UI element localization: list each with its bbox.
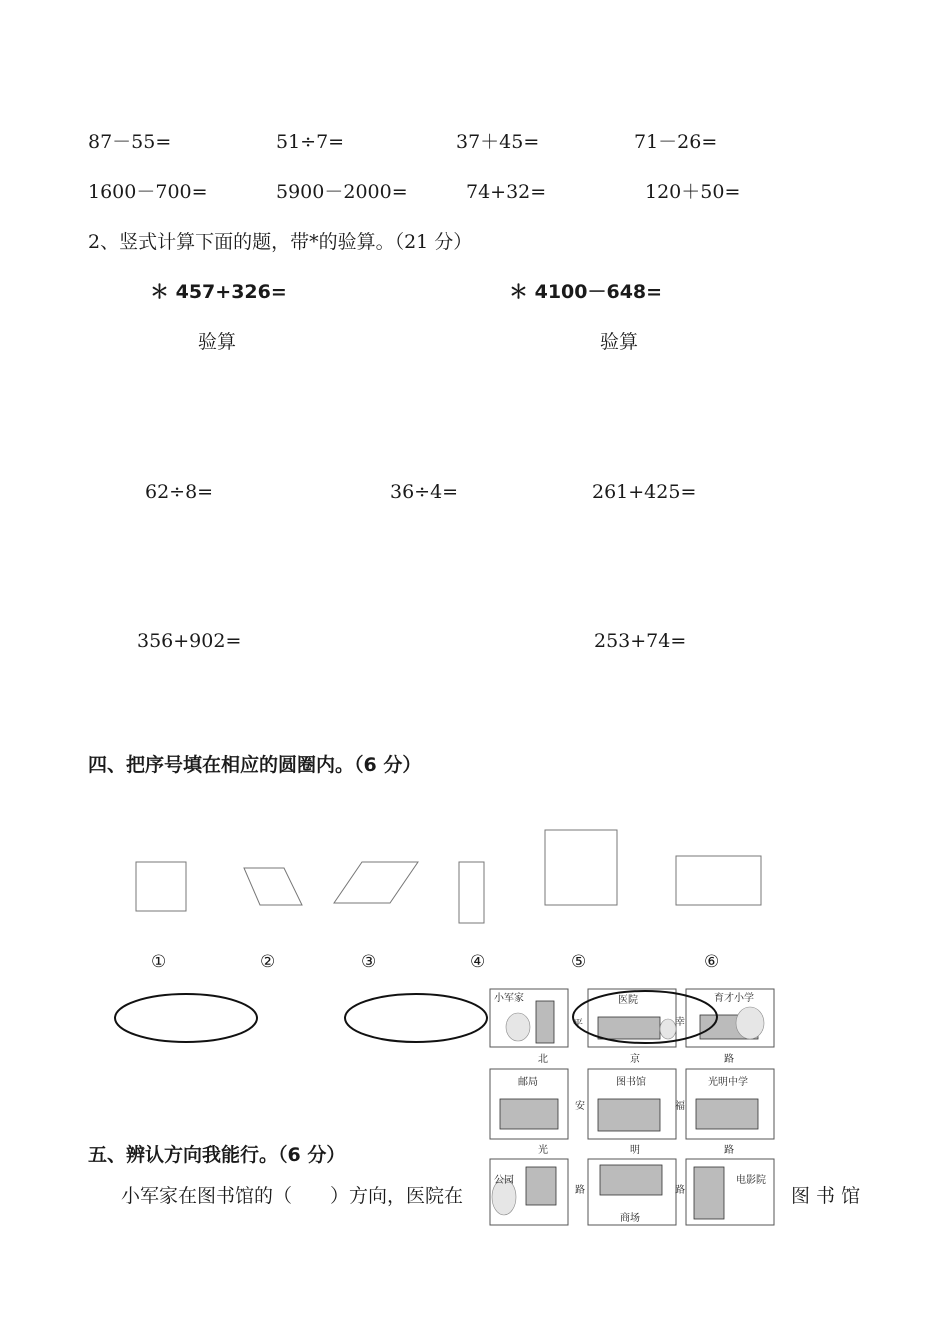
road-char: 平 <box>573 1019 583 1030</box>
map-label-guangming-school: 光明中学 <box>708 1077 748 1088</box>
oral-item: 120＋50= <box>645 181 741 203</box>
vertical-problem: 62÷8= <box>145 481 214 503</box>
town-map <box>488 987 778 1227</box>
road-char: 京 <box>630 1054 640 1065</box>
shape-number: ⑤ <box>571 952 587 972</box>
road-char: 幸 <box>675 1017 685 1028</box>
road-char: 北 <box>538 1054 548 1065</box>
building-mall <box>600 1165 662 1195</box>
section-4-title: 四、把序号填在相应的圆圈内。（6 分） <box>88 754 422 776</box>
map-label-mall: 商场 <box>620 1213 640 1224</box>
road-char: 光 <box>538 1145 548 1156</box>
section-5-title: 五、辨认方向我能行。（6 分） <box>88 1144 346 1166</box>
building-post <box>500 1099 558 1129</box>
map-label-xiaojun: 小军家 <box>494 993 524 1004</box>
question-2-heading: 2、竖式计算下面的题，带*的验算。（21 分） <box>88 231 473 253</box>
shape-number: ③ <box>361 952 377 972</box>
oral-item: 51÷7= <box>276 131 345 153</box>
answer-oval <box>345 994 487 1042</box>
oral-item: 74+32= <box>466 181 547 203</box>
map-label-park: 公园 <box>494 1175 514 1186</box>
starred-problem: ＊ 4100－648= <box>509 281 663 303</box>
vertical-problem: 253+74= <box>594 630 687 652</box>
tall-rectangle-shape <box>459 862 484 923</box>
map-label-yucai: 育才小学 <box>714 993 754 1004</box>
road-char: 福 <box>675 1101 685 1112</box>
vertical-problem: 36÷4= <box>390 481 459 503</box>
shape-number: ① <box>151 952 167 972</box>
road-char: 安 <box>575 1101 585 1112</box>
map-label-hospital: 医院 <box>618 995 638 1006</box>
verify-label: 验算 <box>600 331 639 353</box>
verify-label: 验算 <box>198 331 237 353</box>
road-char: 路 <box>724 1054 734 1065</box>
building-park <box>526 1167 556 1205</box>
building-hospital <box>598 1017 660 1039</box>
building-cinema <box>694 1167 724 1219</box>
wide-rectangle-shape <box>676 856 761 905</box>
road-char: 路 <box>724 1145 734 1156</box>
section-5-text: 小军家在图书馆的（ ）方向，医院在 <box>121 1185 464 1207</box>
vertical-problem: 261+425= <box>592 481 697 503</box>
map-label-library: 图书馆 <box>616 1077 646 1088</box>
building-xiaojun <box>536 1001 554 1043</box>
oral-item: 87－55= <box>88 131 172 153</box>
small-parallelogram-shape <box>244 868 302 905</box>
answer-oval <box>115 994 257 1042</box>
map-label-post: 邮局 <box>518 1077 538 1088</box>
oral-item: 1600－700= <box>88 181 208 203</box>
road-char: 路 <box>575 1185 585 1196</box>
building-guangming <box>696 1099 758 1129</box>
oral-item: 5900－2000= <box>276 181 408 203</box>
large-parallelogram-shape <box>334 862 418 903</box>
vertical-problem: 356+902= <box>137 630 242 652</box>
map-label-cinema: 电影院 <box>736 1175 766 1186</box>
road-char: 明 <box>630 1145 640 1156</box>
section-5-tail: 图 书 馆 <box>791 1185 861 1207</box>
oral-item: 71－26= <box>634 131 718 153</box>
shape-number: ⑥ <box>704 952 720 972</box>
large-square-shape <box>545 830 617 905</box>
oral-item: 37＋45= <box>456 131 540 153</box>
road-char: 路 <box>675 1185 685 1196</box>
shape-number: ② <box>260 952 276 972</box>
starred-problem: ＊ 457+326= <box>150 281 287 303</box>
square-shape <box>136 862 186 911</box>
building-library <box>598 1099 660 1131</box>
shape-number: ④ <box>470 952 486 972</box>
